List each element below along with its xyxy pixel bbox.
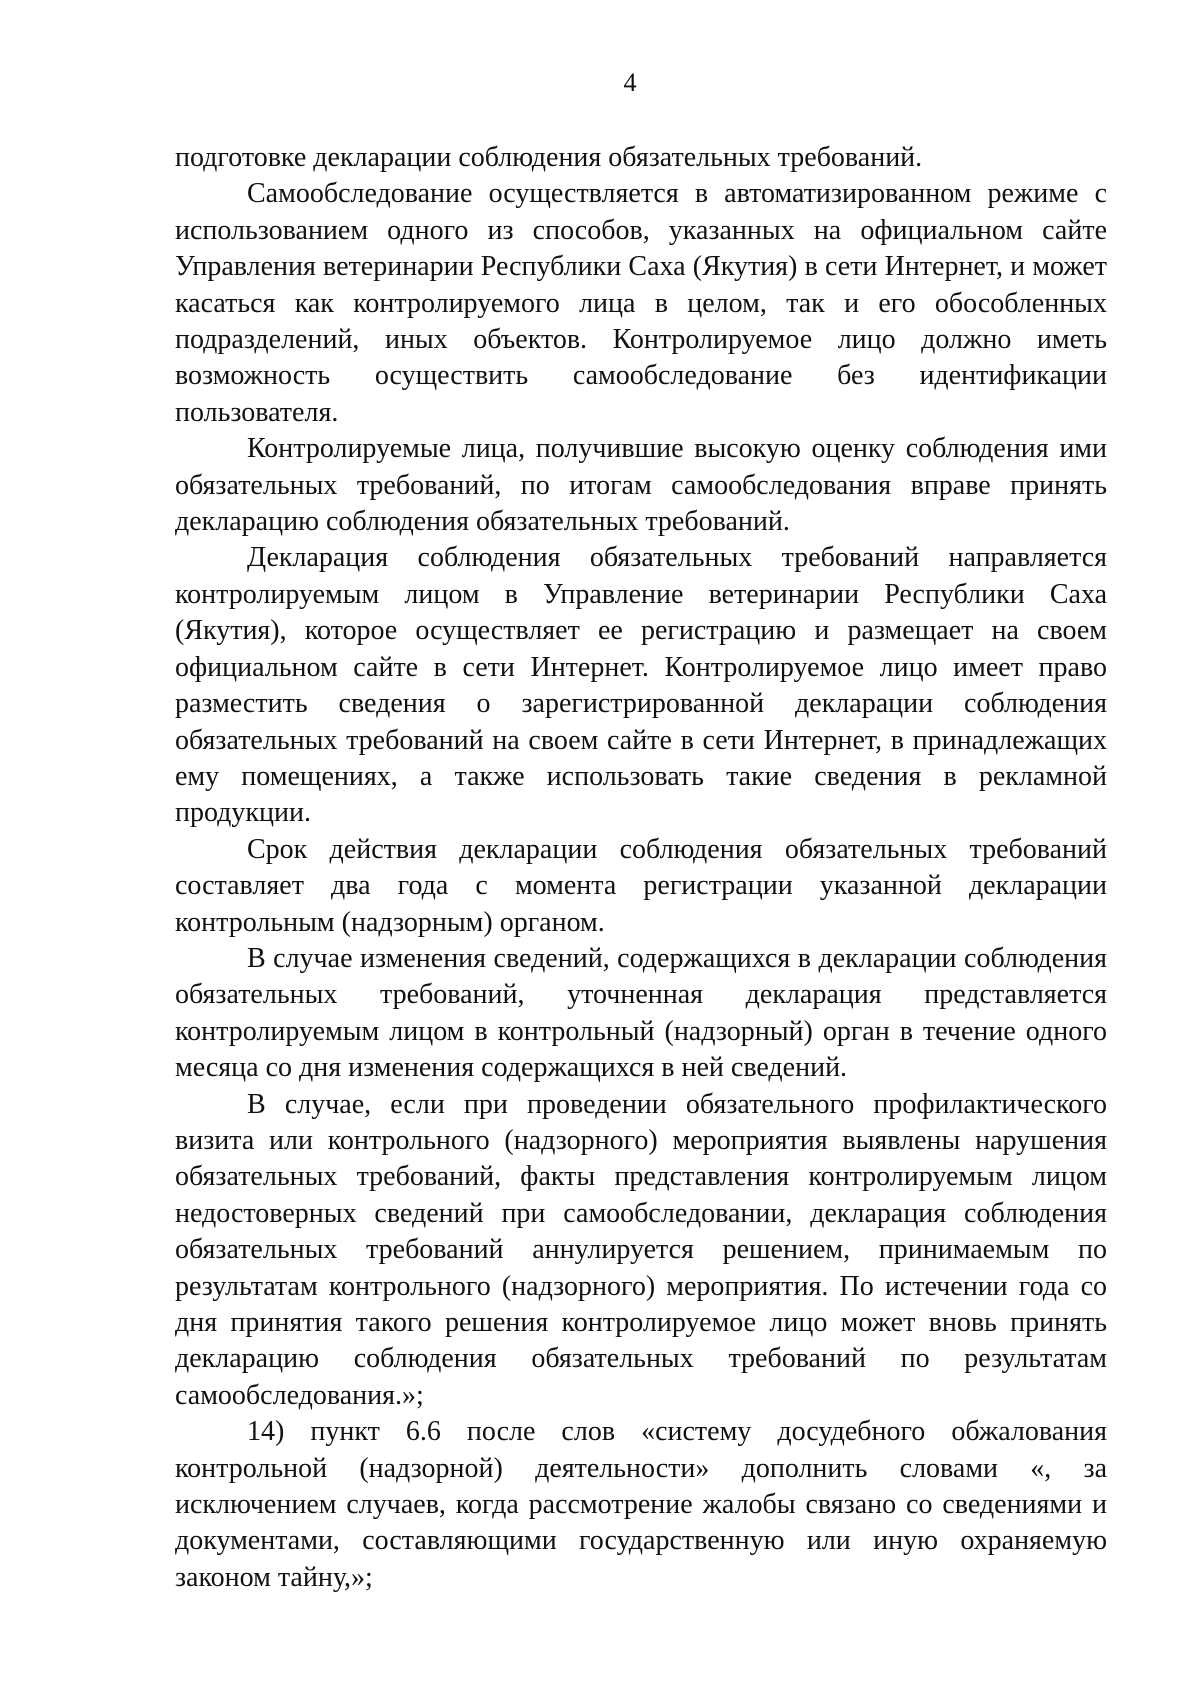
paragraph-continuation: подготовке декларации соблюдения обязательных требований. bbox=[175, 142, 923, 173]
document-body bbox=[175, 140, 1107, 1596]
paragraph-declaration-update: В случае изменения сведений, содержащихся в декларации соблюдения обязательных требований, уточненная декларация представляется контролируемым лицом в контрольный (надзорный) орган в течение одного месяца со дня изменения содержащихся в ней сведений. bbox=[175, 942, 1107, 1084]
paragraph-self-inspection: Самообследование осуществляется в автоматизированном режиме с использованием одного из способов, указанных на официальном сайте Управления ветеринарии Республики Саха (Якутия) в сети Интернет, и может касаться как контролируемого лица в целом, так и его обособленных подразделений, иных объектов. Контролируемое лицо должно иметь возможность осуществить самообследование без идентификации пользователя. bbox=[175, 178, 1107, 428]
paragraph-item-14: 14) пункт 6.6 после слов «систему досудебного обжалования контрольной (надзорной) деятельности» дополнить словами «, за исключением случаев, когда рассмотрение жалобы связано со сведениями и документами, составляющими государственную или иную охраняемую законом тайну,»; bbox=[175, 1416, 1107, 1593]
paragraph-declaration-validity: Срок действия декларации соблюдения обязательных требований составляет два года с момента регистрации указанной декларации контрольным (надзорным) органом. bbox=[175, 833, 1107, 938]
paragraph-high-score-declaration: Контролируемые лица, получившие высокую оценку соблюдения ими обязательных требований, по итогам самообследования вправе принять декларацию соблюдения обязательных требований. bbox=[175, 433, 1107, 538]
page-number: 4 bbox=[623, 68, 637, 97]
paragraph-declaration-annulment: В случае, если при проведении обязательного профилактического визита или контрольного (надзорного) мероприятия выявлены нарушения обязательных требований, факты представления контролируемым лицом недостоверных сведений при самообследовании, декларация соблюдения обязательных требований аннулируется решением, принимаемым по результатам контрольного (надзорного) мероприятия. По истечении года со дня принятия такого решения контролируемое лицо может вновь принять декларацию соблюдения обязательных требований по результатам самообследования.»; bbox=[175, 1088, 1107, 1411]
paragraph-declaration-registration: Декларация соблюдения обязательных требований направляется контролируемым лицом в Управление ветеринарии Республики Саха (Якутия), которое осуществляет ее регистрацию и размещает на своем официальном сайте в сети Интернет. Контролируемое лицо имеет право разместить сведения о зарегистрированной декларации соблюдения обязательных требований на своем сайте в сети Интернет, в принадлежащих ему помещениях, а также использовать такие сведения в рекламной продукции. bbox=[175, 542, 1107, 829]
